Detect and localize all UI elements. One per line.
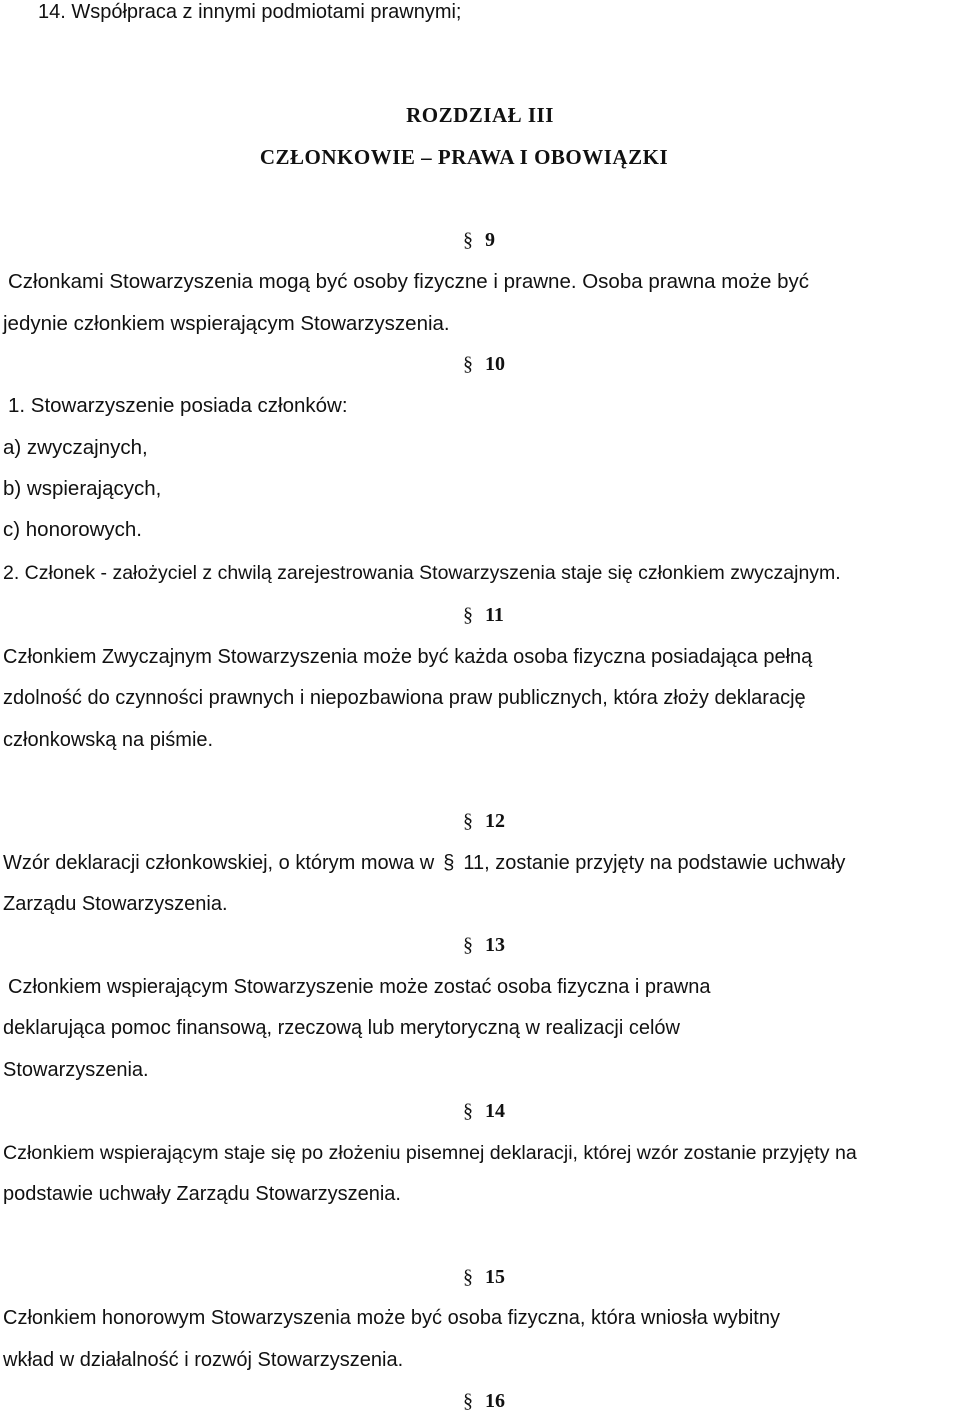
- section-14-line-2: podstawie uchwały Zarządu Stowarzyszenia.: [3, 1183, 401, 1205]
- section-13-heading: [463, 933, 505, 957]
- section-9-line-1: Członkami Stowarzyszenia mogą być osoby fizyczne i prawne. Osoba prawna może być: [8, 270, 809, 293]
- section-13-line-3: Stowarzyszenia.: [3, 1059, 149, 1081]
- section-13-line-1: Członkiem wspierającym Stowarzyszenie może zostać osoba fizyczna i prawna: [8, 976, 711, 998]
- paragraph-symbol: §: [463, 1266, 473, 1288]
- section-10-line-3: b) wspierających,: [3, 477, 162, 500]
- list-item-14: 14. Współpraca z innymi podmiotami prawnymi;: [38, 1, 462, 23]
- paragraph-symbol: §: [463, 1100, 473, 1122]
- section-number: 14: [485, 1100, 505, 1122]
- paragraph-symbol: §: [443, 852, 455, 874]
- section-number: 9: [485, 229, 495, 251]
- section-9-line-2: jedynie członkiem wspierającym Stowarzyszenia.: [3, 312, 450, 335]
- section-11-heading: [463, 603, 504, 627]
- section-10-line-5: 2. Członek - założyciel z chwilą zarejestrowania Stowarzyszenia staje się członkiem zwyczajnym.: [3, 562, 841, 584]
- section-12-heading: [463, 809, 505, 833]
- section-number: 10: [485, 353, 505, 375]
- section-10-heading: [463, 352, 505, 376]
- paragraph-symbol: §: [463, 353, 473, 375]
- section-15-heading: [463, 1265, 505, 1289]
- paragraph-symbol: §: [463, 604, 473, 626]
- paragraph-symbol: §: [463, 810, 473, 832]
- section-number: 12: [485, 810, 505, 832]
- section-11-line-2: zdolność do czynności prawnych i niepozbawiona praw publicznych, która złoży deklarację: [3, 687, 806, 709]
- section-13-line-2: deklarująca pomoc finansową, rzeczową lub merytoryczną w realizacji celów: [3, 1017, 680, 1039]
- section-number: 13: [485, 934, 505, 956]
- section-16-heading: [463, 1389, 505, 1413]
- section-12-text-before-ref: Wzór deklaracji członkowskiej, o którym mowa w: [3, 852, 435, 874]
- paragraph-symbol: §: [463, 229, 473, 251]
- section-12-line-1: [3, 851, 845, 875]
- paragraph-symbol: §: [463, 934, 473, 956]
- section-15-line-2: wkład w działalność i rozwój Stowarzyszenia.: [3, 1349, 404, 1371]
- section-11-line-1: Członkiem Zwyczajnym Stowarzyszenia może być każda osoba fizyczna posiadająca pełną: [3, 646, 813, 668]
- section-10-line-2: a) zwyczajnych,: [3, 436, 148, 459]
- section-10-line-1: 1. Stowarzyszenie posiada członków:: [8, 394, 348, 417]
- section-number: 16: [485, 1390, 505, 1412]
- paragraph-symbol: §: [463, 1390, 473, 1412]
- section-11-line-3: członkowską na piśmie.: [3, 729, 214, 751]
- section-14-line-1: Członkiem wspierającym staje się po złożeniu pisemnej deklaracji, której wzór zostanie przyjęty na: [3, 1142, 857, 1164]
- section-10-line-4: c) honorowych.: [3, 518, 143, 541]
- section-12-line-2: Zarządu Stowarzyszenia.: [3, 893, 228, 915]
- chapter-subtitle: CZŁONKOWIE – PRAWA I OBOWIĄZKI: [259, 145, 669, 169]
- section-number: 11: [485, 604, 504, 626]
- section-15-line-1: Członkiem honorowym Stowarzyszenia może być osoba fizyczna, która wniosła wybitny: [3, 1307, 780, 1329]
- section-14-heading: [463, 1099, 505, 1123]
- section-12-text-after-ref: 11, zostanie przyjęty na podstawie uchwały: [463, 852, 846, 874]
- chapter-title: ROZDZIAŁ III: [406, 103, 554, 127]
- section-number: 15: [485, 1266, 505, 1288]
- section-9-heading: [463, 228, 495, 252]
